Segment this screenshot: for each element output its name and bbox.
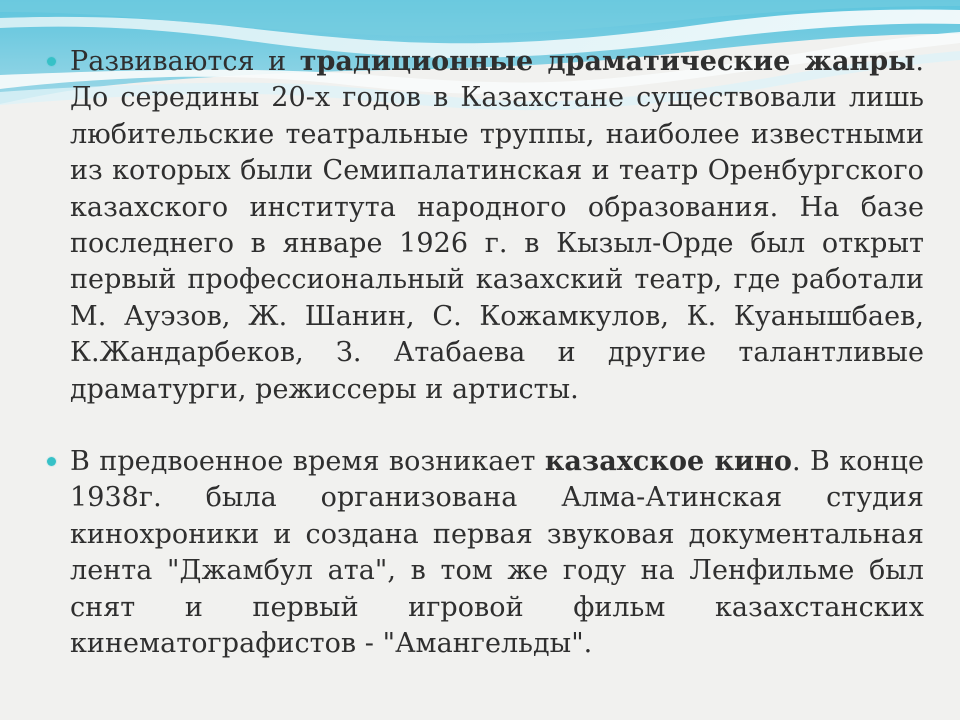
bullet-dot-icon	[47, 57, 56, 66]
paragraph-cinema-intro: В предвоенное время возникает	[70, 446, 545, 478]
paragraph-cinema-body: . В конце 1938г. была организована Алма-Атинская студия кинохроники и создана первая звуковая документальная лента "Джамбул ата", в том же году на Ленфильме был снят и первый игровой фильм казахстанских кинематографистов - "Амангельды".	[70, 446, 924, 660]
paragraph-theatre-body: . До середины 20-х годов в Казахстане существовали лишь любительские театральные труппы, наиболее известными из которых были Семипалатинская и театр Оренбургского казахского института народного образования. На базе последнего в январе 1926 г. в Кызыл-Орде был открыт первый профессиональный казахский театр, где работали М. Ауэзов, Ж. Шанин, С. Кожамкулов, К. Куанышбаев, К.Жандарбеков, З. Атабаева и другие талантливые драматурги, режиссеры и артисты.	[70, 46, 924, 405]
paragraph-theatre-emphasis: традиционные драматические жанры	[299, 46, 916, 77]
paragraph-cinema-emphasis: казахское кино	[544, 446, 792, 478]
bullet-dot-icon	[47, 457, 56, 466]
bullet-paragraph-cinema	[44, 444, 924, 662]
bullet-paragraph-theatre	[44, 44, 924, 408]
paragraph-theatre-intro: Развиваются и	[70, 46, 300, 77]
slide-content	[44, 44, 924, 663]
